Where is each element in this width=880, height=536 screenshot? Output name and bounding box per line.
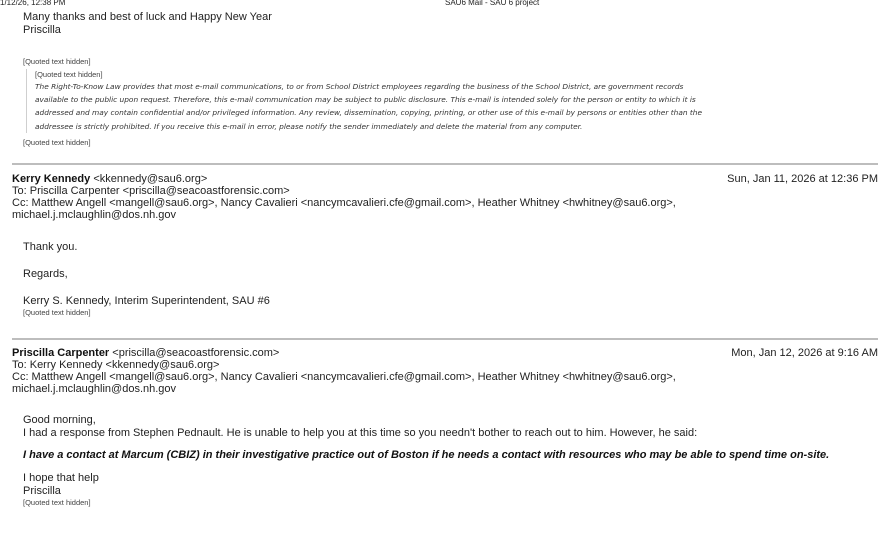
disclaimer-line: addressed and may contain confidential and/or privileged information. Any review, dissemination, copying, printing, or other use of this e-mail by persons or entities other than the — [35, 108, 703, 118]
message-divider — [12, 338, 878, 340]
body-line: Regards, — [23, 268, 68, 280]
disclaimer-line: The Right-To-Know Law provides that most e-mail communications, to or from School District employees regarding the business of the School District, are government records — [35, 82, 684, 91]
message-date: Mon, Jan 12, 2026 at 9:16 AM — [731, 347, 878, 359]
cc-line-cont: michael.j.mclaughlin@dos.nh.gov — [12, 209, 177, 221]
signature: Priscilla — [23, 485, 61, 497]
quoted-text-hidden-toggle[interactable]: [Quoted text hidden] — [23, 138, 91, 147]
to-line: To: Priscilla Carpenter <priscilla@seacoastforensic.com> — [12, 185, 290, 197]
page-title: SAU6 Mail - SAU 6 project — [445, 0, 540, 7]
highlighted-quote: I have a contact at Marcum (CBIZ) in their investigative practice out of Boston if he needs a contact with resources who may be able to spend time on-site. — [23, 449, 830, 461]
cc-line-cont: michael.j.mclaughlin@dos.nh.gov — [12, 383, 177, 395]
message-header — [12, 173, 878, 221]
greeting: Good morning, — [23, 414, 96, 426]
cc-line: Cc: Matthew Angell <mangell@sau6.org>, Nancy Cavalieri <nancymcavalieri.cfe@gmail.com>, Heather Whitney <hwhitney@sau6.org>, — [12, 197, 676, 209]
cc-line: Cc: Matthew Angell <mangell@sau6.org>, Nancy Cavalieri <nancymcavalieri.cfe@gmail.com>, Heather Whitney <hwhitney@sau6.org>, — [12, 371, 676, 383]
message-body — [23, 241, 270, 318]
to-line: To: Kerry Kennedy <kkennedy@sau6.org> — [12, 359, 220, 371]
previous-message-tail — [23, 11, 272, 37]
quoted-block — [26, 69, 855, 133]
quoted-text-hidden-toggle[interactable]: [Quoted text hidden] — [23, 498, 91, 507]
disclaimer-line: addressee is strictly prohibited. If you receive this e-mail in error, please notify the sender immediately and delete the material from any computer. — [35, 121, 583, 131]
quoted-text-hidden-toggle[interactable]: [Quoted text hidden] — [35, 70, 103, 79]
message-body — [23, 414, 863, 508]
signature: Kerry S. Kennedy, Interim Superintendent, SAU #6 — [23, 295, 270, 307]
sender-email[interactable]: <kkennedy@sau6.org> — [93, 173, 208, 185]
body-line: Thank you. — [23, 241, 78, 253]
message-header — [12, 347, 878, 395]
sender-email[interactable]: <priscilla@seacoastforensic.com> — [112, 347, 280, 359]
signature: Priscilla — [23, 24, 61, 36]
message-date: Sun, Jan 11, 2026 at 12:36 PM — [727, 173, 878, 185]
body-line: I had a response from Stephen Pednault. He is unable to help you at this time so you needn't bother to reach out to him. However, he said: — [23, 427, 698, 439]
print-timestamp: 1/12/26, 12:38 PM — [0, 0, 66, 7]
body-line: Many thanks and best of luck and Happy New Year — [23, 11, 272, 23]
quoted-text-hidden-toggle[interactable]: [Quoted text hidden] — [23, 57, 91, 66]
print-header — [0, 0, 880, 10]
disclaimer-line: available to the public upon request. Therefore, this e-mail communication may be subject to public disclosure. This e-mail is intended solely for the person or entity to which it is — [35, 95, 696, 105]
message-divider — [12, 163, 878, 165]
quoted-text-hidden-toggle[interactable]: [Quoted text hidden] — [23, 308, 91, 317]
closing-line: I hope that help — [23, 472, 99, 484]
disclaimer — [35, 80, 855, 133]
sender-name: Priscilla Carpenter — [12, 347, 110, 359]
sender-name: Kerry Kennedy — [12, 173, 91, 185]
